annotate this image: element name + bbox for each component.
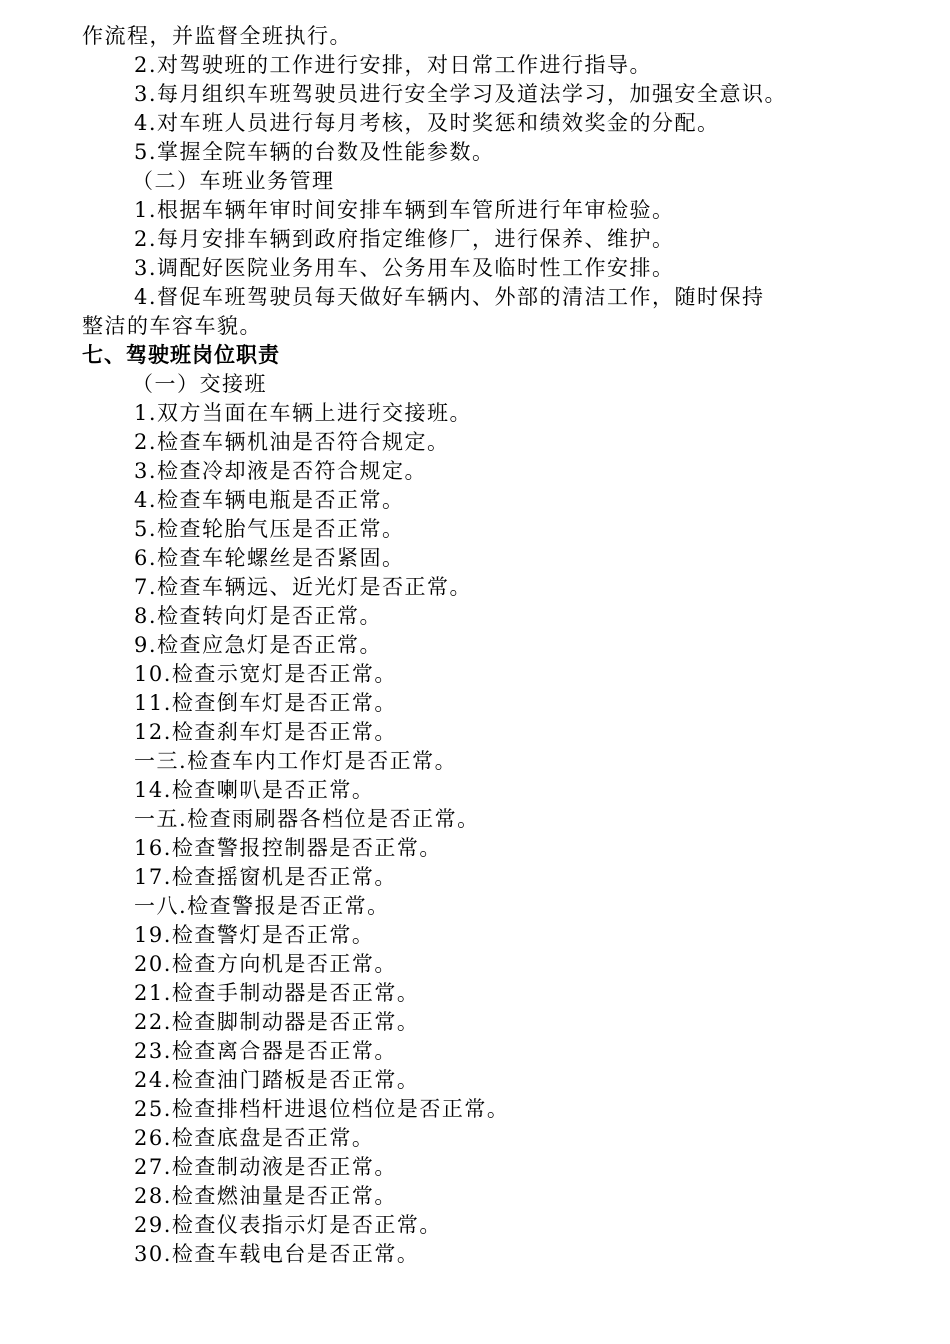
- text-line: 2.检查车辆机油是否符合规定。: [134, 430, 450, 454]
- text-line: 作流程，并监督全班执行。: [82, 24, 352, 48]
- text-line: 30.检查车载电台是否正常。: [134, 1242, 420, 1266]
- text-line: 一八.检查警报是否正常。: [134, 894, 390, 918]
- text-line: 21.检查手制动器是否正常。: [134, 981, 420, 1005]
- text-line: 26.检查底盘是否正常。: [134, 1126, 375, 1150]
- text-line: 28.检查燃油量是否正常。: [134, 1184, 397, 1208]
- text-line: 10.检查示宽灯是否正常。: [134, 662, 397, 686]
- text-line: 17.检查摇窗机是否正常。: [134, 865, 397, 889]
- subsection-heading: （一）交接班: [132, 372, 267, 396]
- text-line: 11.检查倒车灯是否正常。: [134, 691, 397, 715]
- text-line: 2.每月安排车辆到政府指定维修厂，进行保养、维护。: [134, 227, 675, 251]
- text-line: 19.检查警灯是否正常。: [134, 923, 375, 947]
- text-line: 1.根据车辆年审时间安排车辆到车管所进行年审检验。: [134, 198, 675, 222]
- text-line: 3.每月组织车班驾驶员进行安全学习及道法学习，加强安全意识。: [134, 82, 788, 106]
- text-line: 23.检查离合器是否正常。: [134, 1039, 397, 1063]
- text-line: 27.检查制动液是否正常。: [134, 1155, 397, 1179]
- text-line: 2.对驾驶班的工作进行安排，对日常工作进行指导。: [134, 53, 653, 77]
- text-line: 一三.检查车内工作灯是否正常。: [134, 749, 458, 773]
- text-line: 4.检查车辆电瓶是否正常。: [134, 488, 405, 512]
- text-line: 3.调配好医院业务用车、公务用车及临时性工作安排。: [134, 256, 675, 280]
- text-line: 一五.检查雨刷器各档位是否正常。: [134, 807, 480, 831]
- text-line: 29.检查仪表指示灯是否正常。: [134, 1213, 442, 1237]
- text-line: 4.督促车班驾驶员每天做好车辆内、外部的清洁工作，随时保持: [134, 285, 765, 309]
- text-line: 25.检查排档杆进退位档位是否正常。: [134, 1097, 510, 1121]
- text-line: 9.检查应急灯是否正常。: [134, 633, 383, 657]
- text-line: 4.对车班人员进行每月考核，及时奖惩和绩效奖金的分配。: [134, 111, 720, 135]
- text-line: 整洁的车容车貌。: [82, 314, 262, 338]
- text-line: 5.掌握全院车辆的台数及性能参数。: [134, 140, 495, 164]
- text-line: 16.检查警报控制器是否正常。: [134, 836, 442, 860]
- text-line: 3.检查冷却液是否符合规定。: [134, 459, 428, 483]
- section-heading: 七、驾驶班岗位职责: [82, 343, 280, 367]
- text-line: 6.检查车轮螺丝是否紧固。: [134, 546, 405, 570]
- text-line: 12.检查刹车灯是否正常。: [134, 720, 397, 744]
- text-line: 14.检查喇叭是否正常。: [134, 778, 375, 802]
- text-line: 7.检查车辆远、近光灯是否正常。: [134, 575, 473, 599]
- text-line: 20.检查方向机是否正常。: [134, 952, 397, 976]
- subsection-heading: （二）车班业务管理: [132, 169, 335, 193]
- text-line: 22.检查脚制动器是否正常。: [134, 1010, 420, 1034]
- text-line: 24.检查油门踏板是否正常。: [134, 1068, 420, 1092]
- text-line: 5.检查轮胎气压是否正常。: [134, 517, 405, 541]
- text-line: 8.检查转向灯是否正常。: [134, 604, 383, 628]
- document-page: [82, 22, 872, 1269]
- text-line: 1.双方当面在车辆上进行交接班。: [134, 401, 473, 425]
